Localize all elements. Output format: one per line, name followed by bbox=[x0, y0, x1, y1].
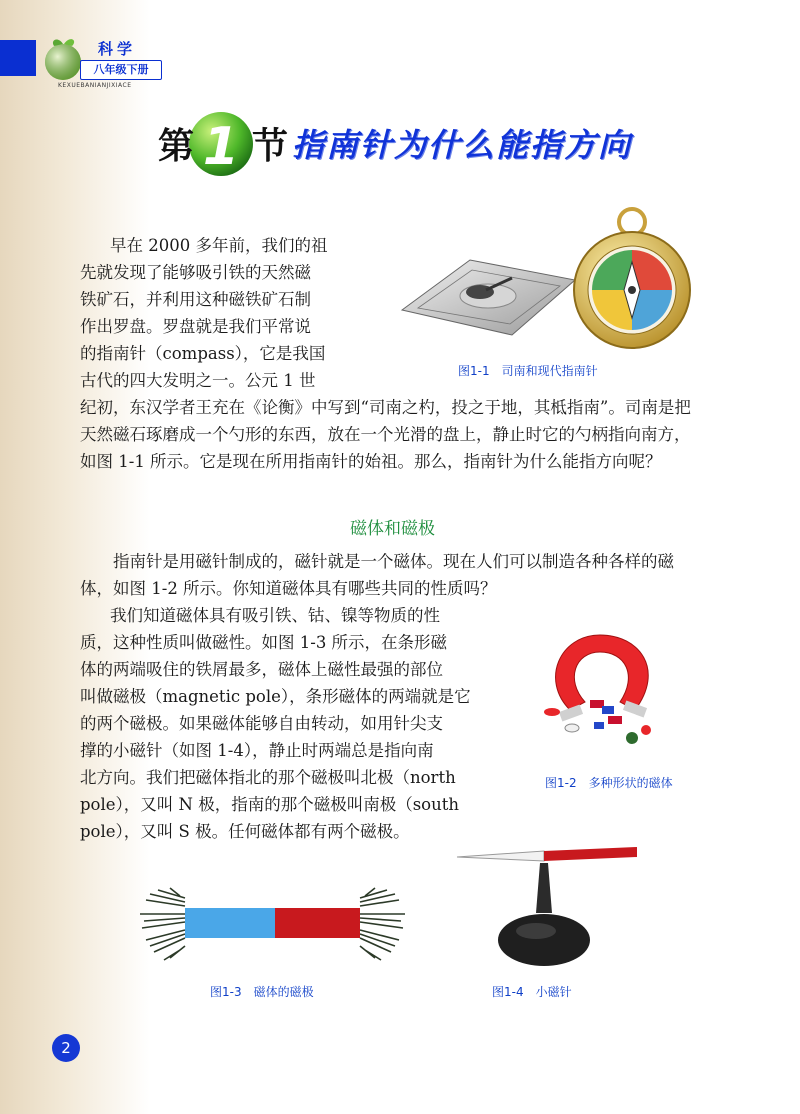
section-suffix: 节 bbox=[252, 125, 289, 167]
header-blue-tab bbox=[0, 40, 36, 76]
intro-line: 的指南针（compass），它是我国 bbox=[80, 344, 326, 363]
intro-line: 先就发现了能够吸引铁的天然磁 bbox=[80, 263, 311, 282]
p3-line: 质，这种性质叫做磁性。如图 1-3 所示，在条形磁 bbox=[80, 633, 448, 652]
iron-filings-left bbox=[140, 888, 185, 960]
section-title: 指南针为什么能指方向 bbox=[292, 126, 633, 164]
figure-caption: 图1-3 磁体的磁极 bbox=[210, 985, 314, 999]
bar-magnet-figure bbox=[140, 888, 405, 960]
series-title: 科学 bbox=[98, 40, 137, 58]
various-magnets-figure bbox=[540, 630, 670, 755]
p3-line: 北方向。我们把磁体指北的那个磁极叫北极（north bbox=[80, 768, 456, 787]
p3-line: 的两个磁极。如果磁体能够自由转动，如用针尖支 bbox=[80, 714, 443, 733]
p3-line: 我们知道磁体具有吸引铁、钴、镍等物质的性 bbox=[110, 606, 440, 625]
subheading: 磁体和磁极 bbox=[350, 519, 435, 539]
intro-line: 古代的四大发明之一。公元 1 世 bbox=[80, 371, 316, 390]
p3-line: pole），又叫 N 极，指南的那个磁极叫南极（south bbox=[80, 795, 460, 814]
intro-line: 作出罗盘。罗盘就是我们平常说 bbox=[80, 317, 311, 336]
section-prefix: 第 bbox=[158, 125, 195, 167]
intro-continued: 纪初，东汉学者王充在《论衡》中写到“司南之杓，投之于地，其柢指南”。司南是把天然磁石琢磨成一个勺形的东西，放在一个光滑的盘上，静止时它的勺柄指向南方，如图 1-1 所示。它是现在所用指南针的始祖。那么，指南针为什么能指方向呢？ bbox=[80, 398, 691, 471]
figure-caption: 图1-4 小磁针 bbox=[492, 985, 572, 999]
p3-line: pole），又叫 S 极。任何磁体都有两个磁极。 bbox=[80, 822, 410, 841]
sinan-compass-figure bbox=[400, 200, 700, 350]
intro-line: 铁矿石，并利用这种磁铁矿石制 bbox=[80, 290, 311, 309]
page-number: 2 bbox=[52, 1034, 80, 1062]
paragraph-magnets: 指南针是用磁针制成的，磁针就是一个磁体。现在人们可以制造各种各样的磁体，如图 1-2 所示。你知道磁体具有哪些共同的性质吗？ bbox=[80, 552, 674, 598]
figure-caption: 图1-2 多种形状的磁体 bbox=[545, 776, 673, 790]
section-number: 1 bbox=[202, 117, 240, 177]
p3-line: 撑的小磁针（如图 1-4），静止时两端总是指向南 bbox=[80, 741, 434, 760]
magnet-blue-pole bbox=[185, 908, 275, 938]
p3-line: 叫做磁极（magnetic pole），条形磁体的两端就是它 bbox=[80, 687, 471, 706]
figure-caption: 图1-1 司南和现代指南针 bbox=[458, 364, 598, 378]
intro-line: 早在 2000 多年前，我们的祖 bbox=[110, 236, 328, 255]
grade-label: 八年级下册 bbox=[80, 60, 162, 80]
modern-compass bbox=[574, 209, 690, 348]
series-pinyin: KEXUEBANIANJIXIACE bbox=[58, 82, 132, 89]
p3-line: 体的两端吸住的铁屑最多，磁体上磁性最强的部位 bbox=[80, 660, 443, 679]
small-needle-figure bbox=[452, 845, 642, 970]
section-number-badge bbox=[146, 108, 296, 178]
iron-filings-right bbox=[360, 888, 405, 960]
sinan-spoon-plate bbox=[402, 260, 575, 335]
magnet-red-pole bbox=[275, 908, 360, 938]
